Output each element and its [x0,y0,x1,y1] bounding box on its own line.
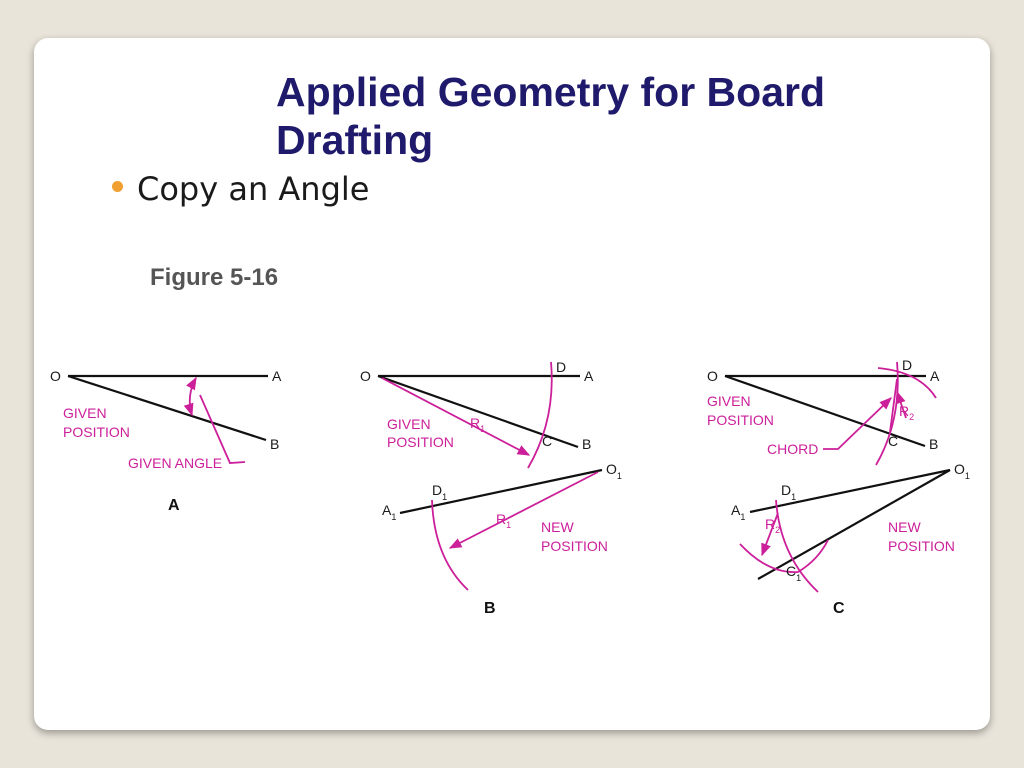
radius-r1-label: $R_1$ [470,415,486,434]
point-a1-label-c: $A_1$ [731,502,746,522]
radius-r1-label-new: $R_1$ [496,511,512,530]
bullet-text: Copy an Angle [137,170,370,208]
given-position-label-c2: POSITION [707,412,774,428]
panel-a [50,368,282,514]
point-o1-label-c: $O_1$ [954,461,970,481]
given-position-label-2: POSITION [63,424,130,440]
line-o1a1 [400,470,602,513]
figure-caption: Figure 5-16 [150,264,279,291]
line-o1a1-c [750,470,950,512]
given-angle-arc [190,378,196,415]
point-b-label-b: B [582,436,592,452]
point-a-label-c: A [930,368,940,384]
point-o1-label: $O_1$ [606,461,622,481]
radius-r1-arrow-new [450,472,598,548]
point-d-label-c: D [902,357,913,373]
panel-b [360,359,622,617]
point-o-label-b: O [360,368,371,384]
point-d-label-b: D [556,359,567,375]
point-a-label-b: A [584,368,594,384]
radius-r2-label: $R_2$ [899,403,915,422]
given-position-label-c1: GIVEN [707,393,751,409]
point-c1-label: $C_1$ [786,563,802,583]
panel-c [707,357,970,617]
point-o-label-c: O [707,368,718,384]
point-d1-label-c: $D_1$ [781,482,797,502]
new-position-label-c2: POSITION [888,538,955,554]
panel-c-tag: C [833,600,845,617]
given-position-label-b2: POSITION [387,434,454,450]
chord-label: CHORD [767,441,819,457]
new-position-label-b1: NEW [541,519,574,535]
point-a1-label: $A_1$ [382,502,397,522]
arc-dc-c [876,362,898,465]
point-d1-label: $D_1$ [432,482,448,502]
given-angle-label: GIVEN ANGLE [128,455,223,471]
arc-d1 [432,500,468,590]
radius-r2-label-new: $R_2$ [765,516,781,535]
given-position-label-1: GIVEN [63,405,107,421]
point-a-label: A [272,368,282,384]
panel-b-tag: B [484,600,496,617]
new-position-label-b2: POSITION [541,538,608,554]
point-c-label-b: C [542,433,553,449]
arc-r2-new-c [740,540,828,572]
point-b-label: B [270,436,280,452]
new-position-label-c1: NEW [888,519,921,535]
chord-leader [823,398,891,449]
point-c-label-c: C [888,433,899,449]
given-angle-leader [200,395,245,463]
point-b-label-c: B [929,436,939,452]
arc-dc [528,362,552,468]
given-position-label-b1: GIVEN [387,416,431,432]
panel-a-tag: A [168,497,180,514]
point-o-label: O [50,368,61,384]
slide-title: Applied Geometry for Board Drafting [276,69,826,163]
